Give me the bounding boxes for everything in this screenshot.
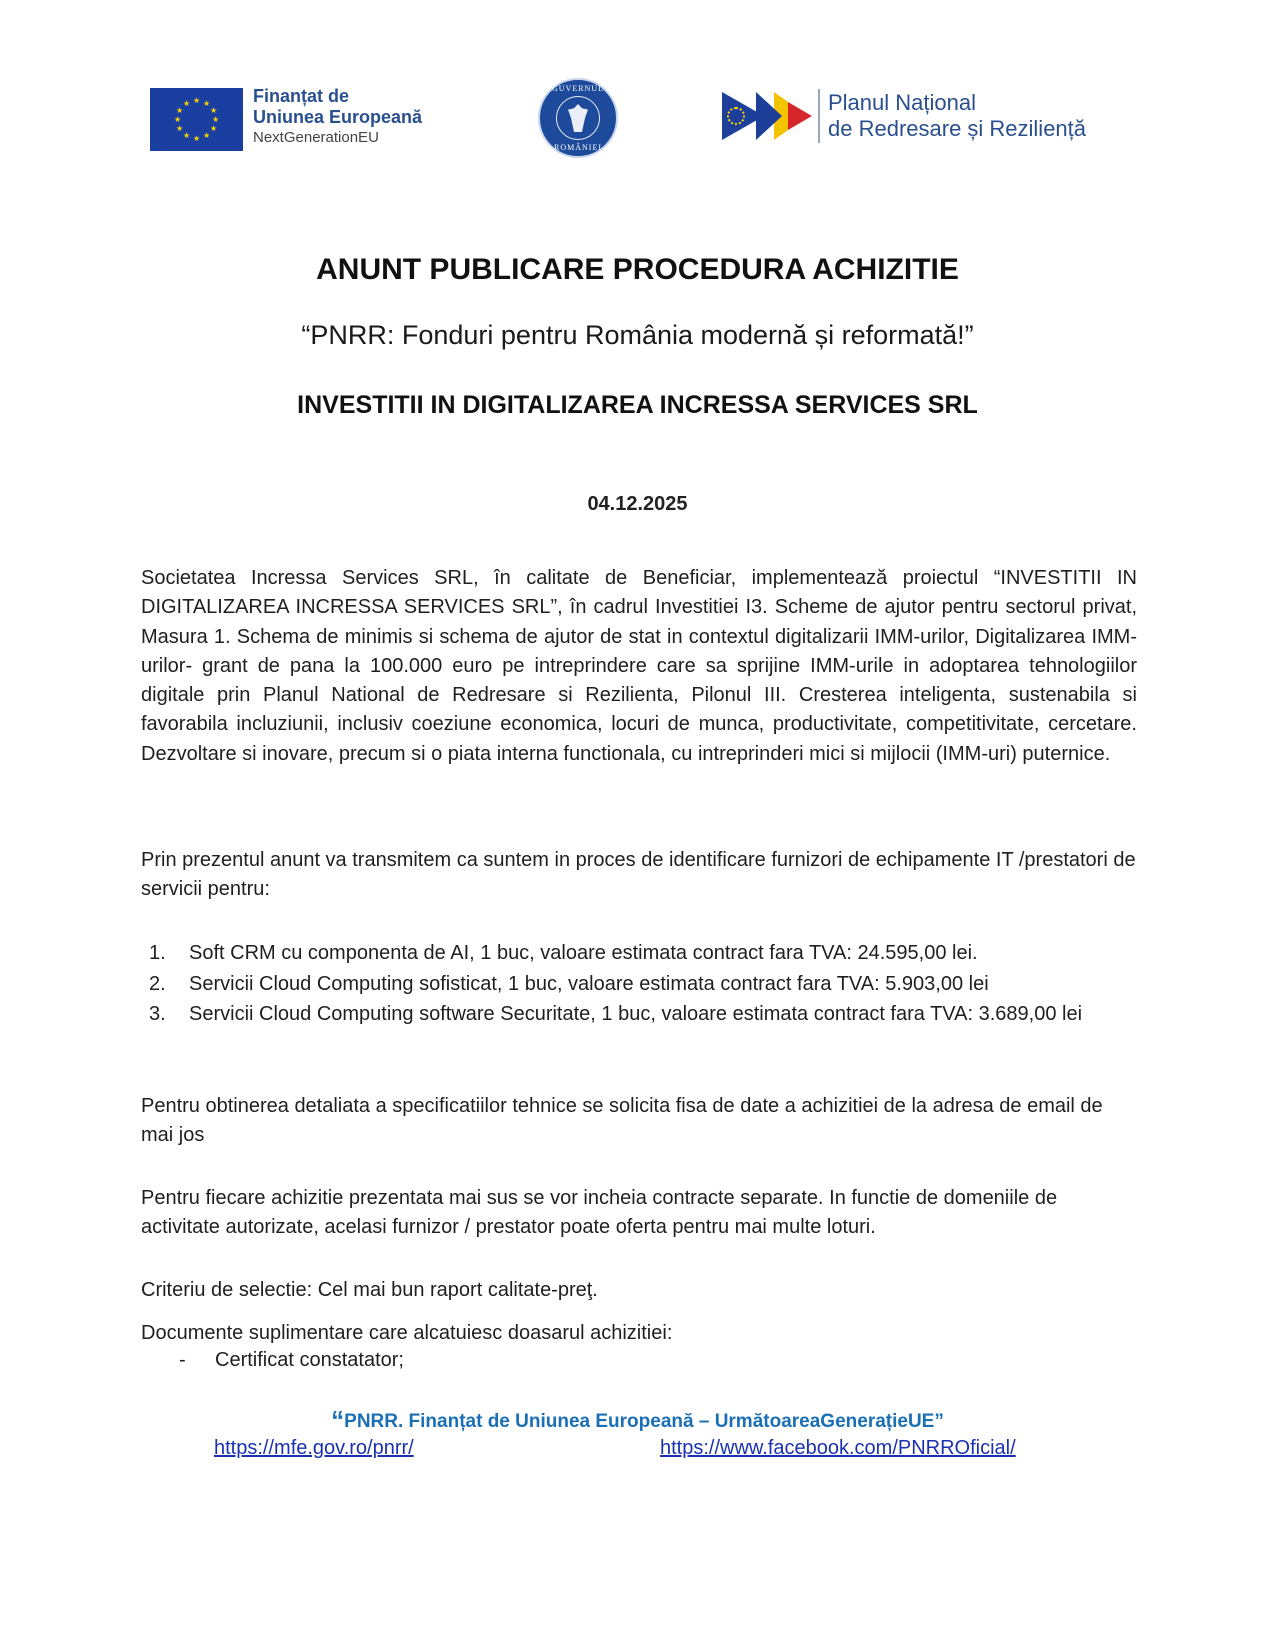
document-slogan: “PNRR: Fonduri pentru România modernă și reformată!” [301, 320, 974, 350]
list-item-number: 2. [149, 972, 166, 995]
bullet-dash: - [179, 1349, 186, 1371]
footer-quote-text: PNRR. Finanțat de Uniunea Europeană – UrmătoareaGenerațieUE” [344, 1411, 944, 1432]
pnrr-logo [722, 88, 1086, 144]
specs-paragraph: Pentru obtinerea detaliata a specificatiilor tehnice se solicita fisa de date a achizitiei de la adresa de email de mai jos [141, 1095, 1103, 1147]
document-title: ANUNT PUBLICARE PROCEDURA ACHIZITIE [316, 253, 959, 286]
contracts-paragraph: Pentru fiecare achizitie prezentata mai sus se vor incheia contracte separate. In functie de domeniile de activitate autorizate, acelasi furnizor / prestator poate oferta pentru mai multe loturi. [141, 1187, 1058, 1239]
document-date: 04.12.2025 [587, 493, 688, 515]
procurement-items-list [141, 938, 1137, 1030]
list-item-text: Servicii Cloud Computing sofisticat, 1 buc, valoare estimata contract fara TVA: 5.903,00 lei [189, 972, 989, 995]
header-logos [0, 78, 1275, 168]
additional-doc-text: Certificat constatator; [215, 1349, 404, 1371]
quote-mark: “ [331, 1405, 345, 1435]
logo-divider [818, 89, 820, 143]
eu-logo-line2: Uniunea Europeană [253, 107, 423, 127]
list-item-text: Servicii Cloud Computing software Securitate, 1 buc, valoare estimata contract fara TVA: 3.689,00 lei [189, 1003, 1083, 1025]
selection-criterion: Criteriu de selectie: Cel mai bun raport calitate-preţ. [141, 1279, 598, 1301]
eu-logo-line3: NextGenerationEU [253, 129, 379, 146]
seal-text-bottom: ROMÂNIEI [554, 143, 602, 152]
list-item [141, 999, 1137, 1030]
list-item [141, 938, 1137, 969]
eu-funding-logo [150, 86, 422, 151]
romanian-government-seal-icon [538, 78, 618, 158]
list-item-number: 3. [149, 1003, 166, 1025]
footer-quote [0, 1405, 1275, 1436]
project-title: INVESTITII IN DIGITALIZAREA INCRESSA SERVICES SRL [297, 391, 978, 419]
facebook-pnrr-link[interactable]: https://www.facebook.com/PNRROficial/ [660, 1437, 1016, 1459]
additional-docs-label: Documente suplimentare care alcatuiesc doasarul achizitiei: [141, 1322, 673, 1344]
pnrr-logo-line2: de Redresare și Reziliență [828, 116, 1087, 141]
seal-text-top: GUVERNUL [552, 84, 604, 93]
suppliers-paragraph: Prin prezentul anunt va transmitem ca suntem in proces de identificare furnizori de echipamente IT /prestatori de servicii pentru: [141, 849, 1136, 901]
mfe-pnrr-link[interactable]: https://mfe.gov.ro/pnrr/ [214, 1437, 414, 1459]
eu-flag-icon: ★ ★ ★ ★ ★ ★ ★ ★ ★ ★ ★ ★ [150, 88, 243, 151]
pnrr-arrow-flag-icon [722, 88, 814, 144]
list-item [141, 969, 1137, 1000]
pnrr-logo-line1: Planul Național [828, 90, 976, 115]
eu-logo-line1: Finanțat de [253, 86, 350, 106]
list-item-text: Soft CRM cu componenta de AI, 1 buc, valoare estimata contract fara TVA: 24.595,00 lei. [189, 942, 978, 964]
list-item-number: 1. [149, 942, 166, 964]
intro-paragraph: Societatea Incressa Services SRL, în calitate de Beneficiar, implementează proiectul “INVESTITII IN DIGITALIZAREA INCRESSA SERVICES SRL”, în cadrul Investitiei I3. Scheme de ajutor pentru sectorul privat, Masura 1. Schema de minimis si schema de ajutor de stat in contextul digitalizarii IMM-urilor, Digitalizarea IMM-urilor- grant de pana la 100.000 euro pe intreprindere care sa sprijine IMM-urile in adoptarea tehnologiilor digitale prin Planul National de Redresare si Rezilienta, Pilonul III. Cresterea inteligenta, sustenabila si favorabila incluziunii, inclusiv coeziune economica, locuri de munca, productivitate, competitivitate, cercetare. Dezvoltare si inovare, precum si o piata interna functionala, cu intreprinderi mici si mijlocii (IMM-uri) puternice. [141, 567, 1137, 765]
